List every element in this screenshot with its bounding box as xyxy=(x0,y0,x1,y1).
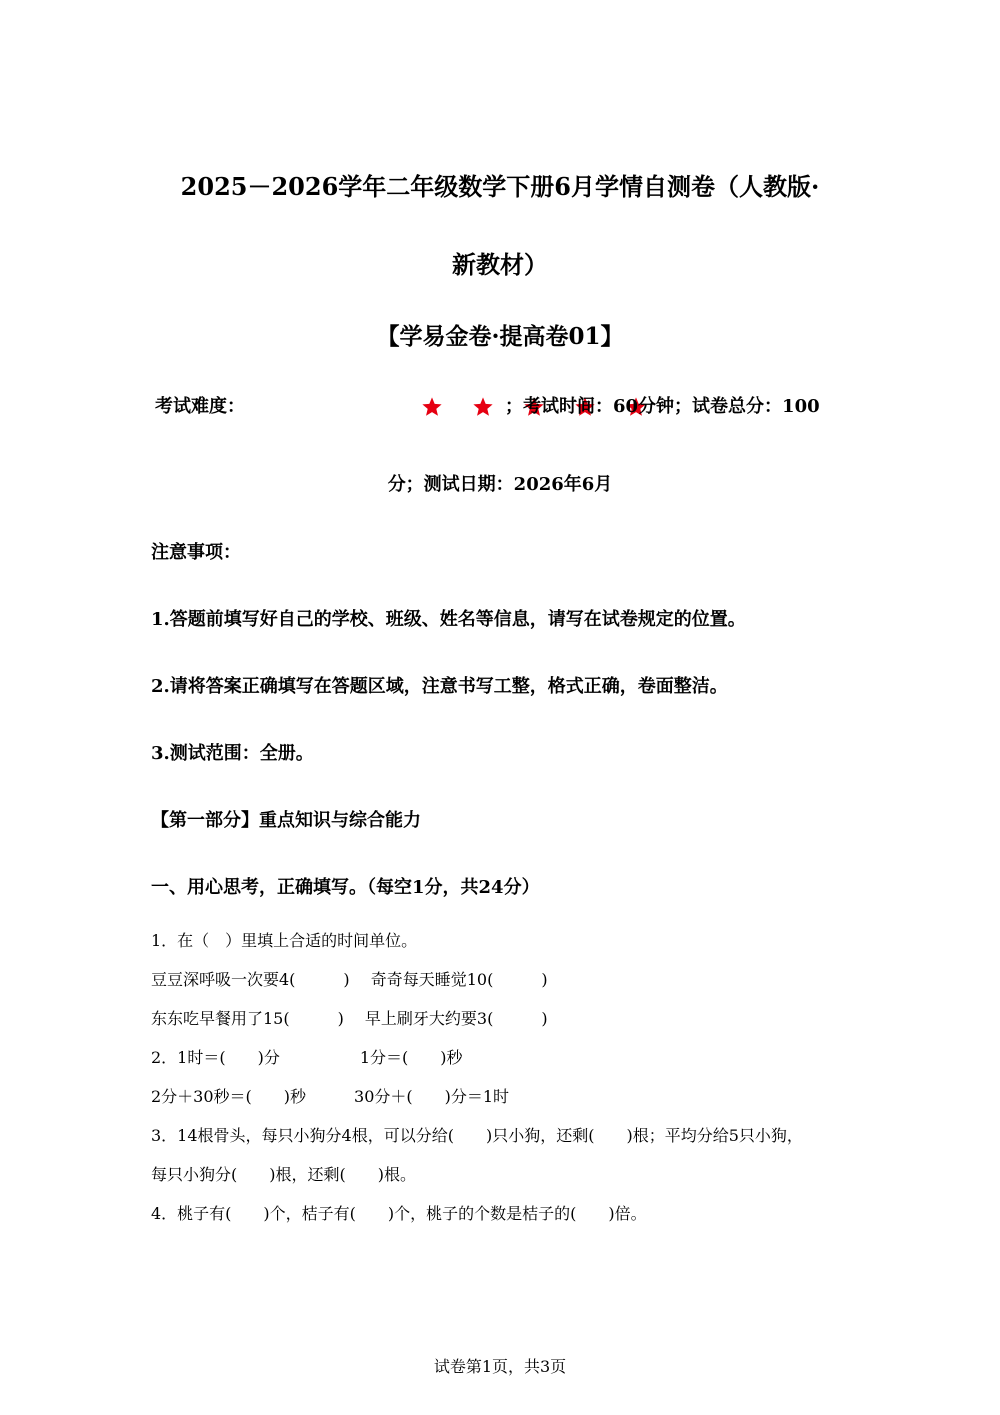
exam-subtitle: 【学易金卷·提高卷01】 xyxy=(376,323,624,350)
note-item-2: 2.请将答案正确填写在答题区域，注意书写工整，格式正确，卷面整洁。 xyxy=(151,676,728,697)
page-footer: 试卷第1页，共3页 xyxy=(433,1357,567,1376)
question-4: 4．桃子有( )个，桔子有( )个，桃子的个数是桔子的( )倍。 xyxy=(151,1204,647,1223)
question-1: 1．在（ ）里填上合适的时间单位。 xyxy=(151,931,418,950)
exam-title-line2: 新教材） xyxy=(452,250,548,279)
question-2-line2: 2分＋30秒＝( )秒 30分＋( )分＝1时 xyxy=(151,1087,510,1106)
difficulty-label: 考试难度： xyxy=(155,396,245,417)
note-item-3: 3.测试范围：全册。 xyxy=(151,743,314,764)
exam-title-line1: 2025－2026学年二年级数学下册6月学情自测卷（人教版· xyxy=(180,172,820,201)
question-1-line2: 东东吃早餐用了15( ) 早上刷牙大约要3( ) xyxy=(151,1009,548,1028)
exam-info-line1 xyxy=(155,395,855,419)
exam-info-rest: ；考试时间：60分钟；试卷总分：100 xyxy=(505,396,820,417)
note-item-1: 1.答题前填写好自己的学校、班级、姓名等信息，请写在试卷规定的位置。 xyxy=(151,609,746,630)
question-1-line1: 豆豆深呼吸一次要4( ) 奇奇每天睡觉10( ) xyxy=(151,970,548,989)
exam-info-line2: 分；测试日期：2026年6月 xyxy=(387,474,613,495)
question-3-line1: 3．14根骨头，每只小狗分4根，可以分给( )只小狗，还剩( )根；平均分给5只小狗， xyxy=(151,1126,803,1145)
question-2-line1: 2．1时＝( )分 1分＝( )秒 xyxy=(151,1048,463,1067)
part1-heading: 【第一部分】重点知识与综合能力 xyxy=(151,810,421,831)
star-icon xyxy=(472,396,494,418)
question-3-line2: 每只小狗分( )根，还剩( )根。 xyxy=(151,1165,416,1184)
section1-heading: 一、用心思考，正确填写。（每空1分，共24分） xyxy=(151,877,540,898)
star-icon xyxy=(421,396,443,418)
notes-heading: 注意事项： xyxy=(151,542,241,563)
